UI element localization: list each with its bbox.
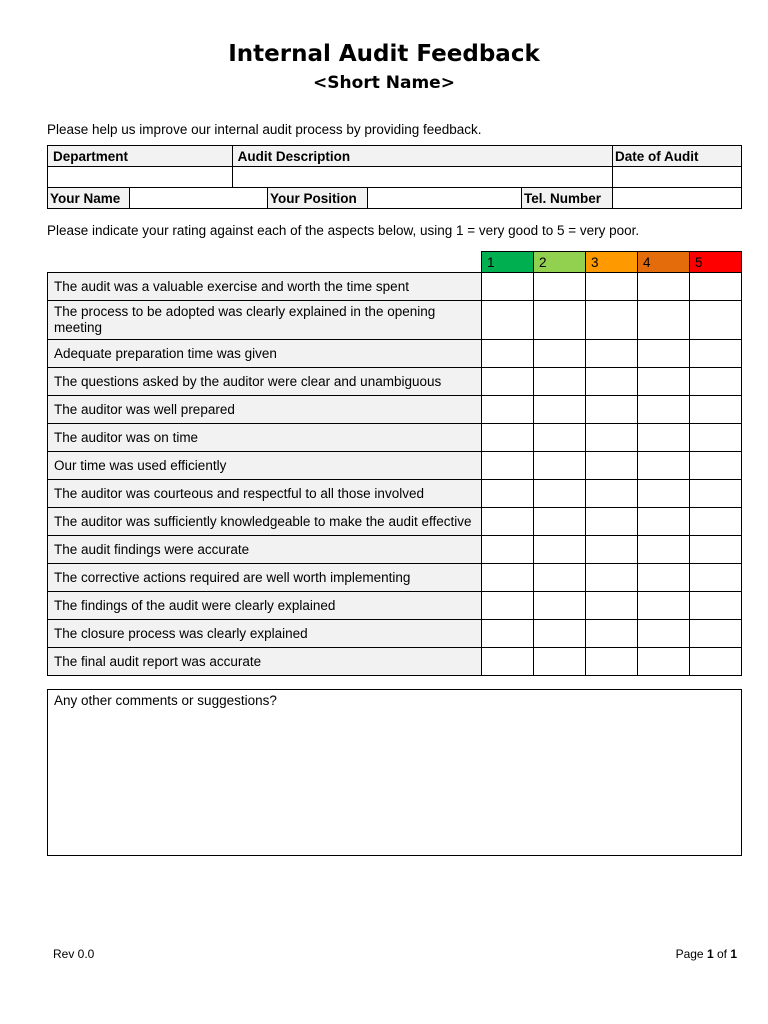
- comments-label: Any other comments or suggestions?: [54, 693, 277, 708]
- rating-cell-2[interactable]: [534, 340, 586, 368]
- rating-cell-3[interactable]: [586, 301, 638, 340]
- rating-cell-2[interactable]: [534, 452, 586, 480]
- rating-cell-2[interactable]: [534, 368, 586, 396]
- page-number: [676, 947, 737, 961]
- rating-row: [48, 368, 742, 396]
- your-name-field[interactable]: [130, 188, 268, 209]
- rating-cell-1[interactable]: [482, 340, 534, 368]
- rating-row: [48, 508, 742, 536]
- question-text: The auditor was sufficiently knowledgeable to make the audit effective: [48, 508, 482, 536]
- rating-cell-3[interactable]: [586, 273, 638, 301]
- tel-number-label: Tel. Number: [522, 188, 613, 209]
- comments-box[interactable]: [47, 689, 742, 856]
- question-text: The corrective actions required are well worth implementing: [48, 564, 482, 592]
- rating-cell-2[interactable]: [534, 273, 586, 301]
- question-text: The final audit report was accurate: [48, 648, 482, 676]
- audit-description-label: Audit Description: [232, 146, 612, 167]
- rating-cell-4[interactable]: [638, 508, 690, 536]
- rating-cell-2[interactable]: [534, 396, 586, 424]
- rating-cell-1[interactable]: [482, 396, 534, 424]
- question-text: The auditor was well prepared: [48, 396, 482, 424]
- question-text: The questions asked by the auditor were clear and unambiguous: [48, 368, 482, 396]
- rating-cell-5[interactable]: [690, 301, 742, 340]
- rating-row: [48, 452, 742, 480]
- rating-cell-4[interactable]: [638, 480, 690, 508]
- rating-cell-5[interactable]: [690, 396, 742, 424]
- rating-instruction: Please indicate your rating against each of the aspects below, using 1 = very good to 5 = very poor.: [47, 223, 640, 238]
- rating-scale-1: 1: [482, 252, 534, 273]
- rating-cell-1[interactable]: [482, 508, 534, 536]
- question-text: The findings of the audit were clearly explained: [48, 592, 482, 620]
- rating-cell-1[interactable]: [482, 648, 534, 676]
- rating-row: [48, 564, 742, 592]
- date-of-audit-field[interactable]: [613, 167, 742, 188]
- rating-cell-5[interactable]: [690, 340, 742, 368]
- rating-cell-2[interactable]: [534, 592, 586, 620]
- rating-cell-3[interactable]: [586, 396, 638, 424]
- rating-cell-5[interactable]: [690, 368, 742, 396]
- tel-number-field[interactable]: [613, 188, 742, 209]
- rating-cell-4[interactable]: [638, 396, 690, 424]
- rating-cell-1[interactable]: [482, 273, 534, 301]
- rating-row: [48, 536, 742, 564]
- rating-cell-1[interactable]: [482, 536, 534, 564]
- rating-row: [48, 648, 742, 676]
- page-total: 1: [730, 947, 737, 961]
- page-title: Internal Audit Feedback: [228, 41, 540, 67]
- rating-cell-3[interactable]: [586, 368, 638, 396]
- rating-cell-2[interactable]: [534, 424, 586, 452]
- question-text: The closure process was clearly explained: [48, 620, 482, 648]
- rating-cell-4[interactable]: [638, 301, 690, 340]
- rating-scale-3: 3: [586, 252, 638, 273]
- rating-cell-1[interactable]: [482, 564, 534, 592]
- rating-row: [48, 301, 742, 340]
- rating-cell-3[interactable]: [586, 508, 638, 536]
- rating-cell-2[interactable]: [534, 620, 586, 648]
- rating-cell-3[interactable]: [586, 648, 638, 676]
- rating-cell-5[interactable]: [690, 508, 742, 536]
- rating-cell-4[interactable]: [638, 368, 690, 396]
- rating-cell-4[interactable]: [638, 340, 690, 368]
- question-text: The audit findings were accurate: [48, 536, 482, 564]
- rating-cell-3[interactable]: [586, 452, 638, 480]
- audit-info-table: [47, 145, 742, 209]
- rating-cell-1[interactable]: [482, 301, 534, 340]
- question-text: The process to be adopted was clearly explained in the opening meeting: [48, 301, 482, 340]
- rating-cell-4[interactable]: [638, 273, 690, 301]
- rating-row: [48, 396, 742, 424]
- rating-cell-4[interactable]: [638, 620, 690, 648]
- rating-cell-2[interactable]: [534, 648, 586, 676]
- rating-row: [48, 424, 742, 452]
- rating-cell-3[interactable]: [586, 536, 638, 564]
- rating-cell-1[interactable]: [482, 620, 534, 648]
- rating-row: [48, 273, 742, 301]
- rating-row: [48, 620, 742, 648]
- rating-cell-4[interactable]: [638, 564, 690, 592]
- revision-label: Rev 0.0: [53, 947, 95, 961]
- rating-cell-5[interactable]: [690, 273, 742, 301]
- page-prefix: Page: [675, 947, 707, 961]
- your-position-field[interactable]: [368, 188, 522, 209]
- rating-cell-1[interactable]: [482, 480, 534, 508]
- rating-table: [47, 251, 742, 676]
- rating-cell-3[interactable]: [586, 424, 638, 452]
- rating-row: [48, 480, 742, 508]
- question-text: The auditor was courteous and respectful to all those involved: [48, 480, 482, 508]
- page-of: of: [713, 947, 731, 961]
- rating-cell-5[interactable]: [690, 564, 742, 592]
- question-text: The auditor was on time: [48, 424, 482, 452]
- rating-cell-5[interactable]: [690, 648, 742, 676]
- intro-text: Please help us improve our internal audit process by providing feedback.: [47, 122, 482, 137]
- rating-cell-2[interactable]: [534, 480, 586, 508]
- rating-cell-3[interactable]: [586, 620, 638, 648]
- rating-row: [48, 340, 742, 368]
- rating-cell-4[interactable]: [638, 648, 690, 676]
- rating-cell-5[interactable]: [690, 452, 742, 480]
- rating-cell-3[interactable]: [586, 592, 638, 620]
- department-field[interactable]: [48, 167, 233, 188]
- rating-cell-3[interactable]: [586, 340, 638, 368]
- rating-cell-5[interactable]: [690, 480, 742, 508]
- question-text: The audit was a valuable exercise and worth the time spent: [48, 273, 482, 301]
- rating-cell-4[interactable]: [638, 424, 690, 452]
- page-subtitle: <Short Name>: [313, 73, 455, 93]
- rating-cell-5[interactable]: [690, 536, 742, 564]
- rating-cell-4[interactable]: [638, 452, 690, 480]
- rating-cell-1[interactable]: [482, 368, 534, 396]
- rating-cell-2[interactable]: [534, 301, 586, 340]
- rating-cell-5[interactable]: [690, 620, 742, 648]
- rating-cell-5[interactable]: [690, 424, 742, 452]
- rating-row: [48, 592, 742, 620]
- rating-cell-2[interactable]: [534, 536, 586, 564]
- rating-cell-4[interactable]: [638, 592, 690, 620]
- question-text: Our time was used efficiently: [48, 452, 482, 480]
- question-text: Adequate preparation time was given: [48, 340, 482, 368]
- rating-scale-2: 2: [534, 252, 586, 273]
- rating-cell-2[interactable]: [534, 564, 586, 592]
- rating-scale-5: 5: [690, 252, 742, 273]
- rating-header-spacer: [48, 252, 482, 273]
- rating-cell-1[interactable]: [482, 452, 534, 480]
- rating-cell-5[interactable]: [690, 592, 742, 620]
- your-name-label: Your Name: [48, 188, 130, 209]
- date-of-audit-label: Date of Audit: [613, 146, 742, 167]
- rating-cell-1[interactable]: [482, 424, 534, 452]
- audit-description-field[interactable]: [232, 167, 612, 188]
- department-label: Department: [48, 146, 233, 167]
- rating-cell-3[interactable]: [586, 480, 638, 508]
- rating-scale-4: 4: [638, 252, 690, 273]
- rating-cell-3[interactable]: [586, 564, 638, 592]
- page-current: 1: [706, 947, 714, 961]
- rating-cell-4[interactable]: [638, 536, 690, 564]
- rating-cell-1[interactable]: [482, 592, 534, 620]
- rating-cell-2[interactable]: [534, 508, 586, 536]
- your-position-label: Your Position: [268, 188, 368, 209]
